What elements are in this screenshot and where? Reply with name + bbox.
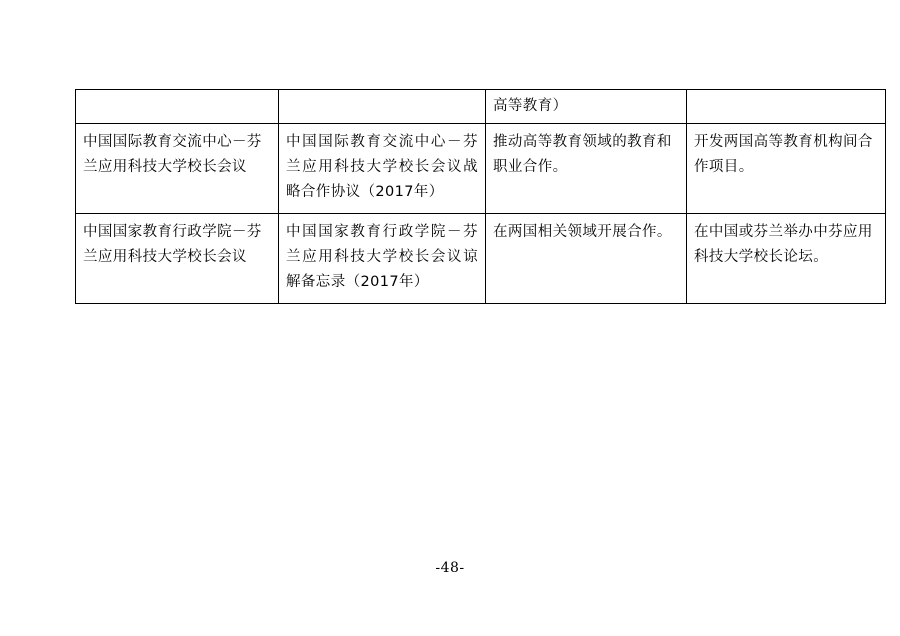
table-row bbox=[76, 213, 886, 303]
table-cell bbox=[687, 213, 886, 303]
table-cell bbox=[279, 213, 486, 303]
cell-text: 中国国家教育行政学院－芬兰应用科技大学校长会议 bbox=[83, 223, 262, 265]
table-cell bbox=[76, 90, 279, 124]
table-row bbox=[76, 123, 886, 213]
table-row bbox=[76, 90, 886, 124]
cell-text: 在两国相关领域开展合作。 bbox=[493, 223, 672, 240]
cell-text: 推动高等教育领域的教育和职业合作。 bbox=[493, 133, 672, 175]
table-cell bbox=[279, 123, 486, 213]
table-cell bbox=[687, 123, 886, 213]
cell-text: 开发两国高等教育机构间合作项目。 bbox=[694, 133, 873, 175]
table-cell bbox=[76, 123, 279, 213]
table-cell bbox=[486, 90, 687, 124]
table-cell bbox=[76, 213, 279, 303]
cell-text: 在中国或芬兰举办中芬应用科技大学校长论坛。 bbox=[694, 223, 873, 265]
agreements-table bbox=[75, 89, 886, 304]
table-cell bbox=[486, 123, 687, 213]
cell-text: 中国国际教育交流中心－芬兰应用科技大学校长会议战略合作协议（2017年） bbox=[286, 133, 478, 200]
table-body bbox=[76, 90, 886, 304]
table-cell bbox=[687, 90, 886, 124]
cell-text: 高等教育） bbox=[493, 98, 568, 114]
table-cell bbox=[279, 90, 486, 124]
table-cell bbox=[486, 213, 687, 303]
cell-text: 中国国际教育交流中心－芬兰应用科技大学校长会议 bbox=[83, 133, 262, 175]
page-number: -48- bbox=[435, 560, 465, 576]
cell-text: 中国国家教育行政学院－芬兰应用科技大学校长会议谅解备忘录（2017年） bbox=[286, 223, 478, 290]
